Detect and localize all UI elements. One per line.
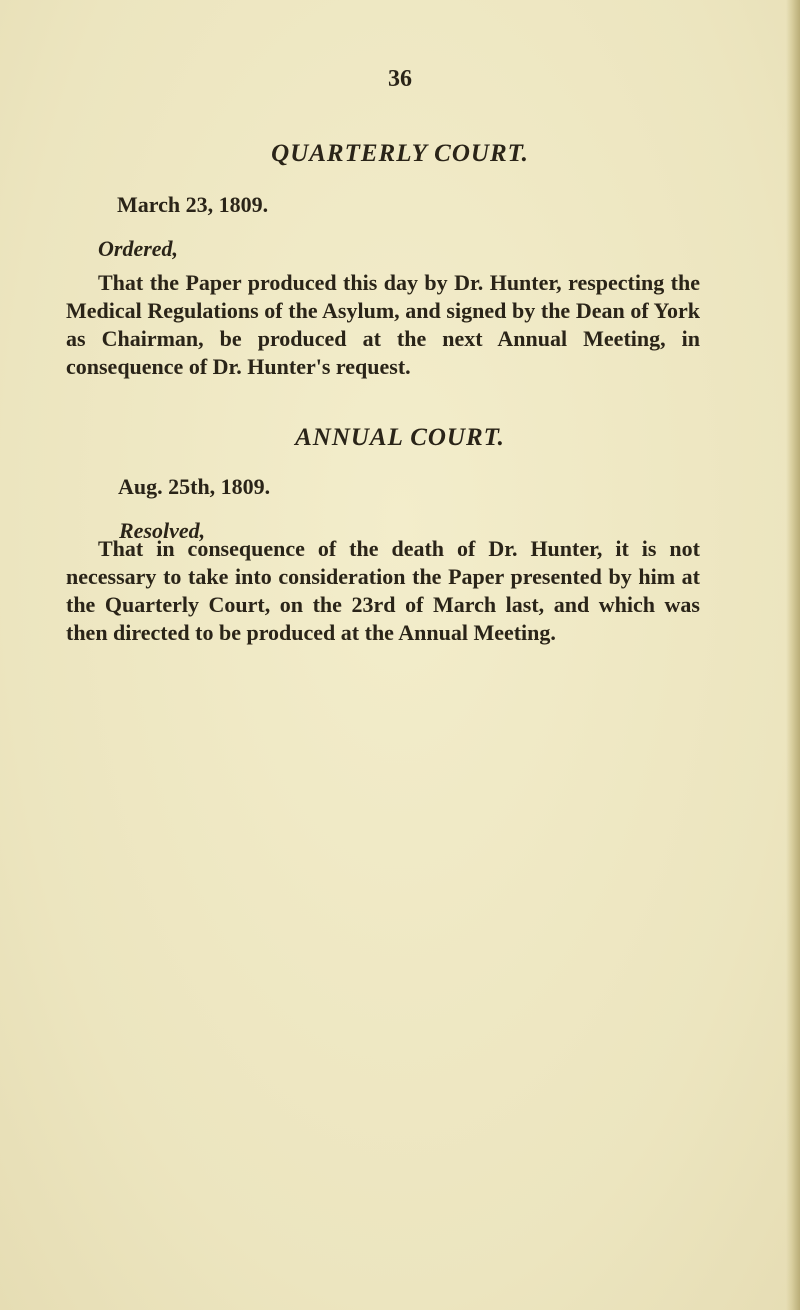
annual-court-heading: ANNUAL COURT.	[295, 424, 505, 451]
quarterly-court-paragraph: That the Paper produced this day by Dr. Hunter, respecting the Medical Regulations of the Asylum, and signed by the Dean of York as Chairman, be produced at the next Annual Meeting, in consequence of Dr. Hunter's request.	[66, 270, 700, 379]
annual-court-date: Aug. 25th, 1809.	[118, 474, 271, 499]
ordered-label: Ordered,	[98, 236, 179, 261]
page-edge	[786, 0, 800, 1310]
annual-court-paragraph: That in consequence of the death of Dr. Hunter, it is not necessary to take into consideration the Paper presented by him at the Quarterly Court, on the 23rd of March last, and which was then directed to be produced at the Annual Meeting.	[66, 536, 700, 645]
page-number: 36	[388, 66, 412, 92]
resolved-label: Resolved,	[119, 518, 206, 543]
quarterly-court-heading: QUARTERLY COURT.	[271, 140, 529, 167]
quarterly-court-date: March 23, 1809.	[117, 192, 269, 217]
